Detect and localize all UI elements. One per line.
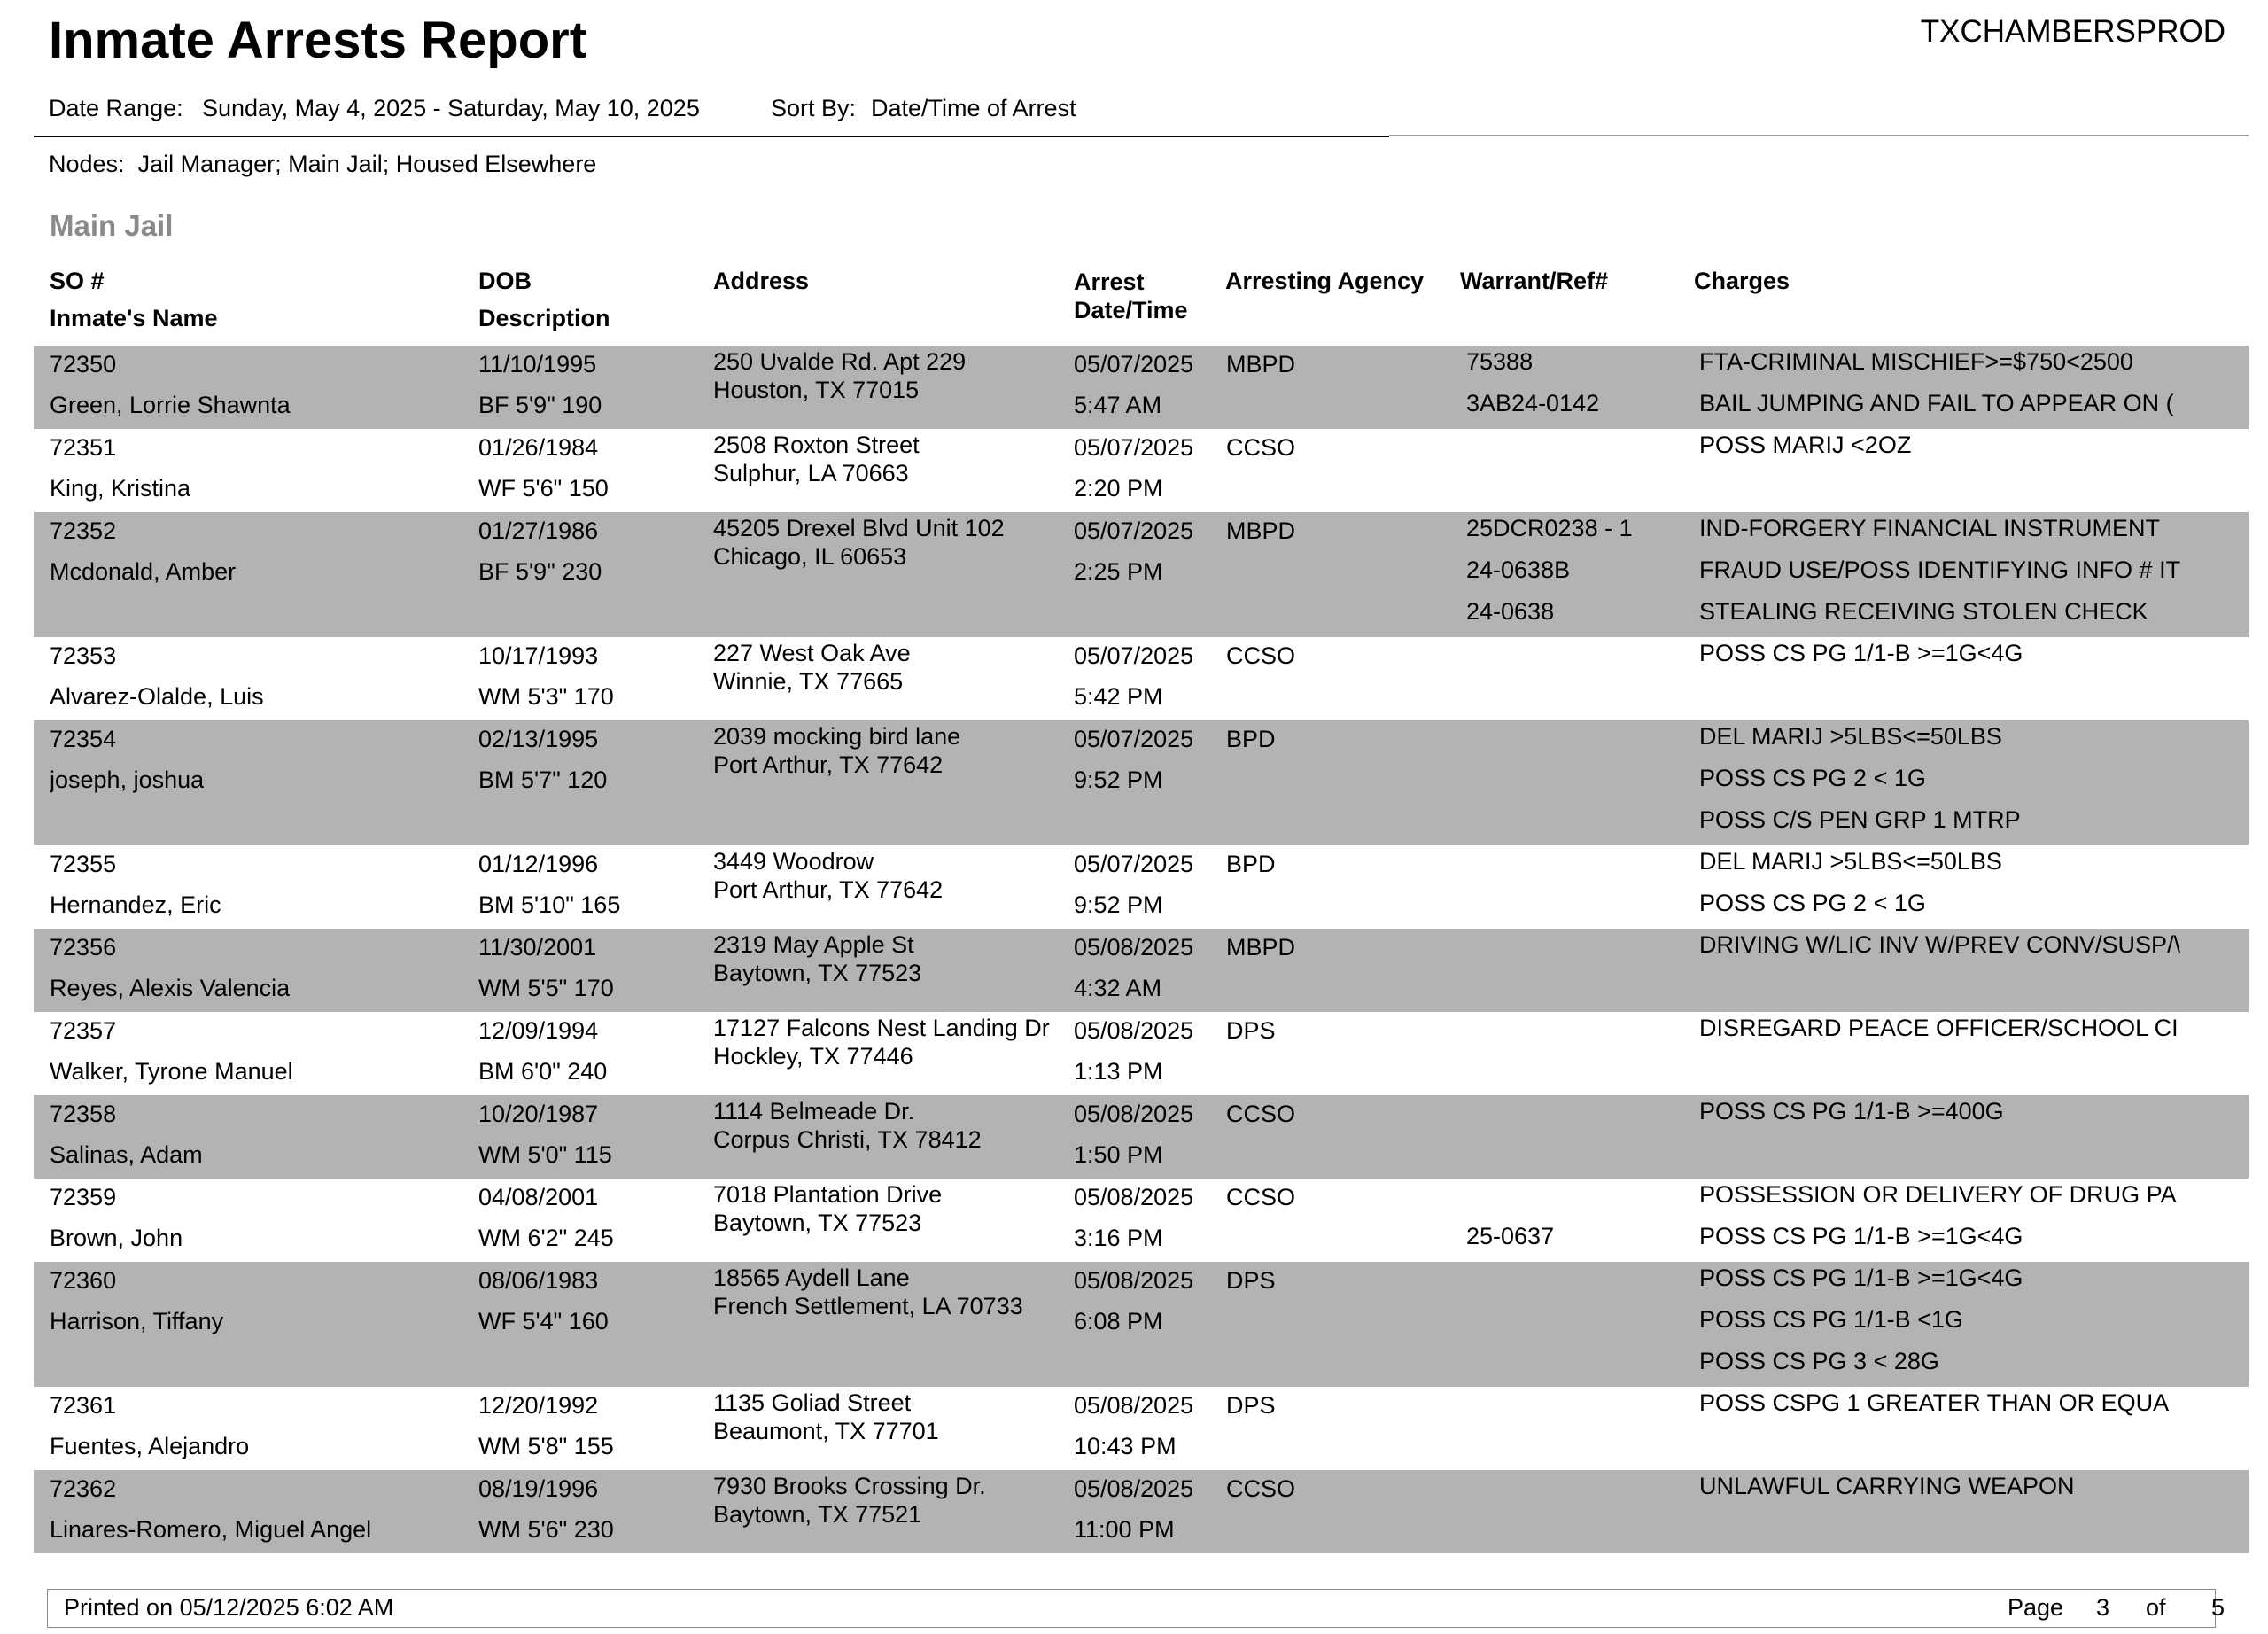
so-number: 72356 [50, 934, 117, 961]
description: BM 5'7" 120 [478, 766, 608, 793]
inmate-name: Hernandez, Eric [50, 891, 221, 918]
address-line-2: Sulphur, LA 70663 [713, 460, 909, 486]
address-line-2: French Settlement, LA 70733 [713, 1293, 1023, 1319]
of-label: of [2146, 1594, 2166, 1621]
printed-on: Printed on 05/12/2025 6:02 AM [64, 1594, 394, 1621]
col-dob: DOB [478, 268, 532, 294]
charge: FRAUD USE/POSS IDENTIFYING INFO # IT [1699, 556, 2181, 583]
arrest-time: 11:00 PM [1074, 1516, 1175, 1543]
so-number: 72352 [50, 517, 117, 544]
dob: 10/17/1993 [478, 642, 599, 669]
arresting-agency: BPD [1226, 851, 1276, 877]
page-label: Page [2008, 1594, 2064, 1621]
table-row [34, 1262, 2249, 1387]
warrant-list [1466, 514, 1633, 639]
charge-list [1699, 1097, 2240, 1139]
inmate-name: King, Kristina [50, 475, 191, 502]
col-charges: Charges [1694, 268, 1790, 294]
arrest-date: 05/08/2025 [1074, 1184, 1194, 1210]
inmate-name: joseph, joshua [50, 766, 205, 793]
inmate-name: Walker, Tyrone Manuel [50, 1058, 293, 1085]
nodes-label: Nodes: [49, 151, 125, 177]
charge: DEL MARIJ >5LBS<=50LBS [1699, 723, 2002, 750]
charge: POSS CS PG 3 < 28G [1699, 1348, 1939, 1374]
col-agency: Arresting Agency [1225, 268, 1425, 294]
warrant-ref: 3AB24-0142 [1466, 390, 1600, 416]
charge: IND-FORGERY FINANCIAL INSTRUMENT [1699, 515, 2161, 541]
address-line-2: Beaumont, TX 77701 [713, 1418, 939, 1444]
address [713, 1180, 1085, 1237]
table-row [34, 346, 2249, 429]
arrest-time: 10:43 PM [1074, 1433, 1177, 1459]
address-line-2: Chicago, IL 60653 [713, 543, 907, 570]
warrant-ref: 24-0638B [1466, 556, 1571, 583]
address [713, 1472, 1085, 1529]
table-row [34, 637, 2249, 720]
arrest-date: 05/07/2025 [1074, 434, 1194, 461]
table-row [34, 720, 2249, 845]
warrant-list [1466, 347, 1599, 431]
inmate-name: Reyes, Alexis Valencia [50, 975, 291, 1001]
charge: DEL MARIJ >5LBS<=50LBS [1699, 848, 2002, 875]
dob: 12/09/1994 [478, 1017, 599, 1044]
charge-list [1699, 1014, 2240, 1055]
col-description: Description [478, 305, 610, 331]
description: WM 5'0" 115 [478, 1141, 612, 1168]
nodes-line [49, 151, 596, 178]
charge: DRIVING W/LIC INV W/PREV CONV/SUSP/\ [1699, 931, 2181, 958]
arrest-time: 2:25 PM [1074, 558, 1163, 585]
charge: POSS CS PG 1/1-B >=1G<4G [1699, 640, 2023, 666]
address [713, 1264, 1085, 1320]
address-line-1: 227 West Oak Ave [713, 640, 911, 666]
description: BF 5'9" 190 [478, 392, 602, 418]
charge-list [1699, 514, 2240, 639]
inmate-name: Brown, John [50, 1225, 183, 1251]
arrest-date: 05/07/2025 [1074, 351, 1194, 377]
address [713, 347, 1085, 404]
table-row [34, 845, 2249, 929]
table-row [34, 929, 2249, 1012]
arrest-date: 05/07/2025 [1074, 726, 1194, 752]
report-title: Inmate Arrests Report [49, 12, 587, 69]
arrest-date: 05/07/2025 [1074, 642, 1194, 669]
address-line-1: 7930 Brooks Crossing Dr. [713, 1473, 986, 1499]
date-range: Sunday, May 4, 2025 - Saturday, May 10, 2025 [202, 95, 700, 121]
charge-list [1699, 722, 2240, 847]
arrest-time: 1:13 PM [1074, 1058, 1163, 1085]
charge: FTA-CRIMINAL MISCHIEF>=$750<2500 [1699, 348, 2133, 375]
table-row [34, 1012, 2249, 1095]
charge: POSS CS PG 1/1-B >=400G [1699, 1098, 2004, 1124]
charge: BAIL JUMPING AND FAIL TO APPEAR ON ( [1699, 390, 2174, 416]
col-arrest-2: Date/Time [1074, 297, 1188, 323]
address [713, 1014, 1085, 1070]
sort-by-label: Sort By: [771, 95, 857, 121]
address-line-1: 2039 mocking bird lane [713, 723, 961, 750]
description: BF 5'9" 230 [478, 558, 602, 585]
warrant-ref: 75388 [1466, 348, 1534, 375]
header-rule-right [1389, 135, 2249, 136]
dob: 08/06/1983 [478, 1267, 599, 1294]
charge-list [1699, 847, 2240, 930]
so-number: 72357 [50, 1017, 117, 1044]
warrant-ref: 24-0638 [1466, 598, 1555, 625]
address-line-1: 2319 May Apple St [713, 931, 914, 958]
address-line-1: 3449 Woodrow [713, 848, 874, 875]
so-number: 72360 [50, 1267, 117, 1294]
arrest-table [34, 346, 2249, 1553]
arresting-agency: MBPD [1226, 934, 1296, 961]
address-line-1: 17127 Falcons Nest Landing Dr [713, 1015, 1050, 1041]
dob: 01/12/1996 [478, 851, 599, 877]
address-line-2: Baytown, TX 77521 [713, 1501, 922, 1528]
warrant-ref [1466, 1180, 1554, 1222]
address [713, 847, 1085, 904]
address-line-1: 7018 Plantation Drive [713, 1181, 943, 1208]
col-warrant: Warrant/Ref# [1460, 268, 1609, 294]
address-line-2: Corpus Christi, TX 78412 [713, 1126, 982, 1153]
so-number: 72353 [50, 642, 117, 669]
arresting-agency: DPS [1226, 1267, 1276, 1294]
arrest-time: 4:32 AM [1074, 975, 1162, 1001]
dob: 04/08/2001 [478, 1184, 599, 1210]
col-so: SO # [50, 268, 105, 294]
inmate-name: Alvarez-Olalde, Luis [50, 683, 264, 710]
warrant-list [1466, 1180, 1554, 1264]
arrest-time: 2:20 PM [1074, 475, 1163, 502]
address-line-1: 250 Uvalde Rd. Apt 229 [713, 348, 967, 375]
charge: UNLAWFUL CARRYING WEAPON [1699, 1473, 2075, 1499]
charge-list [1699, 1180, 2240, 1264]
arresting-agency: DPS [1226, 1392, 1276, 1419]
so-number: 72358 [50, 1101, 117, 1127]
charge-list [1699, 1472, 2240, 1513]
so-number: 72355 [50, 851, 117, 877]
address-line-2: Baytown, TX 77523 [713, 1210, 922, 1236]
address-line-2: Port Arthur, TX 77642 [713, 876, 944, 903]
date-range-label: Date Range: [49, 95, 183, 121]
description: WM 5'5" 170 [478, 975, 614, 1001]
arrest-date: 05/07/2025 [1074, 517, 1194, 544]
arrest-time: 1:50 PM [1074, 1141, 1163, 1168]
charge: POSSESSION OR DELIVERY OF DRUG PA [1699, 1181, 2177, 1208]
description: WF 5'6" 150 [478, 475, 609, 502]
description: BM 6'0" 240 [478, 1058, 608, 1085]
address-line-1: 18565 Aydell Lane [713, 1264, 910, 1291]
description: WF 5'4" 160 [478, 1308, 609, 1334]
charge: POSS CS PG 1/1-B <1G [1699, 1306, 1963, 1333]
charge-list [1699, 431, 2240, 472]
dob: 11/30/2001 [478, 934, 597, 961]
description: WM 5'8" 155 [478, 1433, 614, 1459]
so-number: 72359 [50, 1184, 117, 1210]
description: WM 5'3" 170 [478, 683, 614, 710]
arrest-time: 6:08 PM [1074, 1308, 1163, 1334]
description: BM 5'10" 165 [478, 891, 621, 918]
header-rule [34, 136, 1389, 137]
so-number: 72354 [50, 726, 117, 752]
address [713, 1097, 1085, 1154]
address [713, 639, 1085, 696]
charge: POSS CSPG 1 GREATER THAN OR EQUA [1699, 1389, 2170, 1416]
dob: 12/20/1992 [478, 1392, 599, 1419]
address [713, 1389, 1085, 1445]
so-number: 72362 [50, 1475, 117, 1502]
address-line-1: 45205 Drexel Blvd Unit 102 [713, 515, 1005, 541]
arrest-date: 05/08/2025 [1074, 1392, 1194, 1419]
charge-list [1699, 1389, 2240, 1430]
arresting-agency: CCSO [1226, 434, 1296, 461]
table-row [34, 1470, 2249, 1553]
arrest-date: 05/08/2025 [1074, 1267, 1194, 1294]
arrest-date: 05/08/2025 [1074, 1101, 1194, 1127]
arrest-date: 05/08/2025 [1074, 1475, 1194, 1502]
arrest-time: 9:52 PM [1074, 766, 1163, 793]
inmate-name: Linares-Romero, Miguel Angel [50, 1516, 372, 1543]
arrest-date: 05/07/2025 [1074, 851, 1194, 877]
so-number: 72351 [50, 434, 117, 461]
address-line-1: 1135 Goliad Street [713, 1389, 912, 1416]
table-row [34, 512, 2249, 637]
arresting-agency: CCSO [1226, 1184, 1296, 1210]
arrest-time: 9:52 PM [1074, 891, 1163, 918]
charge: POSS CS PG 2 < 1G [1699, 890, 1926, 916]
charge: POSS CS PG 2 < 1G [1699, 765, 1926, 791]
description: WM 6'2" 245 [478, 1225, 614, 1251]
arresting-agency: MBPD [1226, 351, 1296, 377]
address [713, 722, 1085, 779]
page-total: 5 [2211, 1594, 2225, 1621]
nodes-value: Jail Manager; Main Jail; Housed Elsewhere [137, 151, 597, 177]
description: WM 5'6" 230 [478, 1516, 614, 1543]
inmate-name: Fuentes, Alejandro [50, 1433, 250, 1459]
address-line-1: 1114 Belmeade Dr. [713, 1098, 915, 1124]
inmate-name: Salinas, Adam [50, 1141, 203, 1168]
address [713, 930, 1085, 987]
charge: POSS CS PG 1/1-B >=1G<4G [1699, 1264, 2023, 1291]
table-row [34, 1387, 2249, 1470]
sort-by: Date/Time of Arrest [871, 95, 1076, 121]
charge: POSS MARIJ <2OZ [1699, 432, 1912, 458]
inmate-name: Mcdonald, Amber [50, 558, 237, 585]
arresting-agency: CCSO [1226, 1101, 1296, 1127]
dob: 10/20/1987 [478, 1101, 599, 1127]
charge: POSS C/S PEN GRP 1 MTRP [1699, 806, 2021, 833]
so-number: 72350 [50, 351, 117, 377]
warrant-ref: 25-0637 [1466, 1223, 1555, 1249]
col-arrest-1: Arrest [1074, 268, 1145, 295]
arrest-date: 05/08/2025 [1074, 934, 1194, 961]
page-number: 3 [2096, 1594, 2110, 1621]
col-name: Inmate's Name [50, 305, 218, 331]
charge-list [1699, 639, 2240, 681]
dob: 02/13/1995 [478, 726, 599, 752]
arrest-date: 05/08/2025 [1074, 1017, 1194, 1044]
charge-list [1699, 1264, 2240, 1389]
address-line-2: Hockley, TX 77446 [713, 1043, 913, 1070]
dob: 01/26/1984 [478, 434, 599, 461]
col-address: Address [713, 268, 810, 294]
dob: 01/27/1986 [478, 517, 599, 544]
arresting-agency: MBPD [1226, 517, 1296, 544]
section-title: Main Jail [50, 209, 174, 242]
address [713, 514, 1085, 571]
address-line-2: Winnie, TX 77665 [713, 668, 904, 695]
arrest-time: 3:16 PM [1074, 1225, 1163, 1251]
charge-list [1699, 347, 2240, 431]
so-number: 72361 [50, 1392, 117, 1419]
system-name: TXCHAMBERSPROD [1920, 14, 2225, 49]
table-row [34, 1095, 2249, 1179]
inmate-name: Harrison, Tiffany [50, 1308, 224, 1334]
inmate-name: Green, Lorrie Shawnta [50, 392, 291, 418]
address-line-2: Houston, TX 77015 [713, 377, 920, 403]
dob: 08/19/1996 [478, 1475, 599, 1502]
charge: STEALING RECEIVING STOLEN CHECK [1699, 598, 2148, 625]
arresting-agency: CCSO [1226, 1475, 1296, 1502]
footer-box [47, 1589, 2225, 1628]
arresting-agency: CCSO [1226, 642, 1296, 669]
arresting-agency: BPD [1226, 726, 1276, 752]
address-line-2: Baytown, TX 77523 [713, 960, 922, 986]
arrest-time: 5:47 AM [1074, 392, 1162, 418]
arresting-agency: DPS [1226, 1017, 1276, 1044]
table-row [34, 429, 2249, 512]
address-line-1: 2508 Roxton Street [713, 432, 920, 458]
dob: 11/10/1995 [478, 351, 597, 377]
charge: DISREGARD PEACE OFFICER/SCHOOL CI [1699, 1015, 2179, 1041]
warrant-ref: 25DCR0238 - 1 [1466, 515, 1633, 541]
address-line-2: Port Arthur, TX 77642 [713, 751, 944, 778]
charge: POSS CS PG 1/1-B >=1G<4G [1699, 1223, 2023, 1249]
charge-list [1699, 930, 2240, 972]
table-row [34, 1179, 2249, 1262]
arrest-time: 5:42 PM [1074, 683, 1163, 710]
address [713, 431, 1085, 487]
